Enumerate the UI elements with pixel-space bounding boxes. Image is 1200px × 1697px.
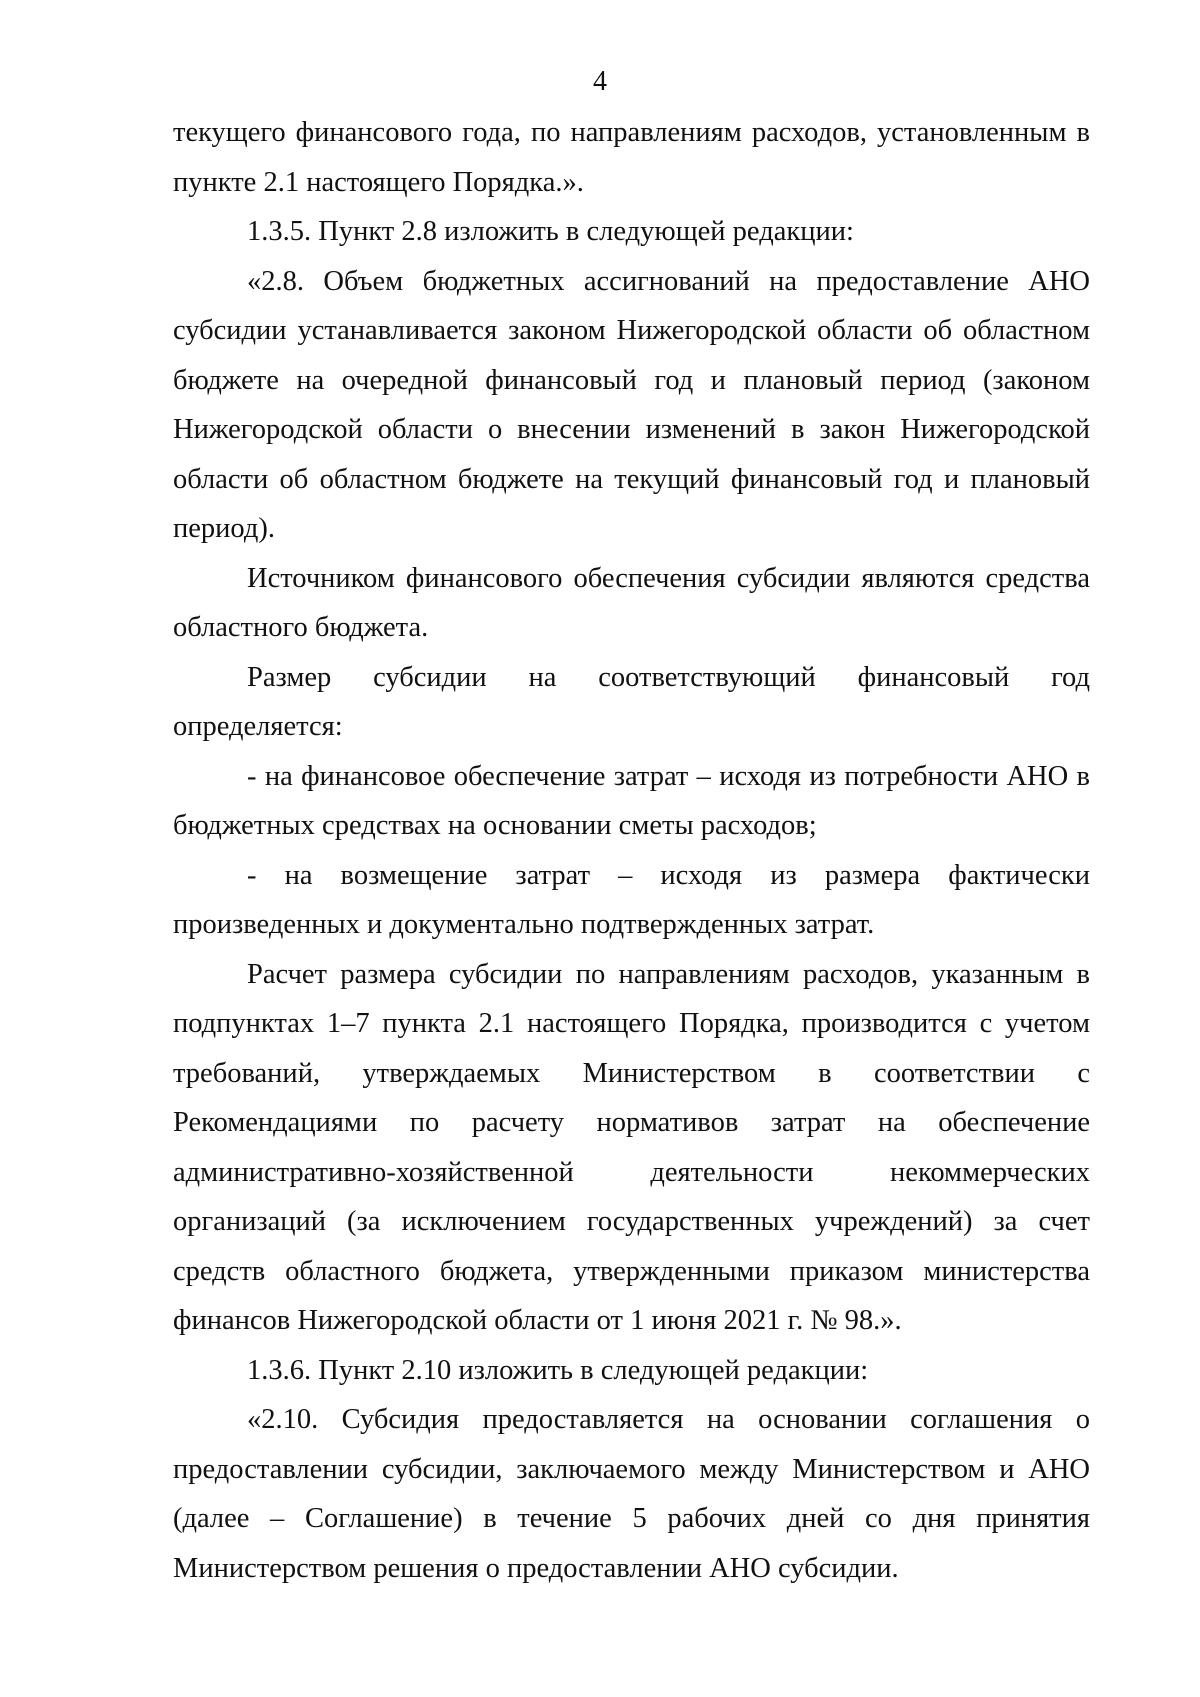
paragraph-amendment-1-3-6: 1.3.6. Пункт 2.10 изложить в следующей редакции: — [247, 1354, 869, 1386]
paragraph-amendment-1-3-5: 1.3.5. Пункт 2.8 изложить в следующей редакции: — [247, 216, 854, 247]
paragraph-funding-source: Источником финансового обеспечения субсидии являются средства областного бюджета. — [173, 562, 1090, 643]
paragraph-clause-2-10: «2.10. Субсидия предоставляется на основании соглашения о предоставлении субсидии, заключаемого между Министерством и АНО (далее – Соглашение) в течение 5 рабочих дней со дня принятия Министерством решения о предоставлении АНО субсидии. — [173, 1404, 1090, 1584]
list-item-reimbursement: - на возмещение затрат – исходя из размера фактически произведенных и документально подтвержденных затрат. — [173, 859, 1090, 940]
paragraph-subsidy-size: Размер субсидии на соответствующий финансовый год определяется: — [173, 661, 1090, 742]
document-body — [173, 108, 1090, 1593]
page-number: 4 — [593, 66, 607, 97]
paragraph-continuation: текущего финансового года, по направлениям расходов, установленным в пункте 2.1 настоящего Порядка.». — [173, 117, 1090, 198]
list-item-financial-support: - на финансовое обеспечение затрат – исходя из потребности АНО в бюджетных средствах на основании сметы расходов; — [173, 760, 1090, 841]
paragraph-calculation: Расчет размера субсидии по направлениям расходов, указанным в подпунктах 1–7 пункта 2.1 настоящего Порядка, производится с учетом требований, утверждаемых Министерством в соответствии с Рекомендациями по расчету нормативов затрат на обеспечение административно-хозяйственной деятельности некоммерческих организаций (за исключением государственных учреждений) за счет средств областного бюджета, утвержденными приказом министерства финансов Нижегородской области от 1 июня 2021 г. № 98.». — [173, 958, 1090, 1336]
paragraph-clause-2-8: «2.8. Объем бюджетных ассигнований на предоставление АНО субсидии устанавливается законом Нижегородской области об областном бюджете на очередной финансовый год и плановый период (законом Нижегородской области о внесении изменений в закон Нижегородской области об областном бюджете на текущий финансовый год и плановый период). — [173, 265, 1090, 544]
